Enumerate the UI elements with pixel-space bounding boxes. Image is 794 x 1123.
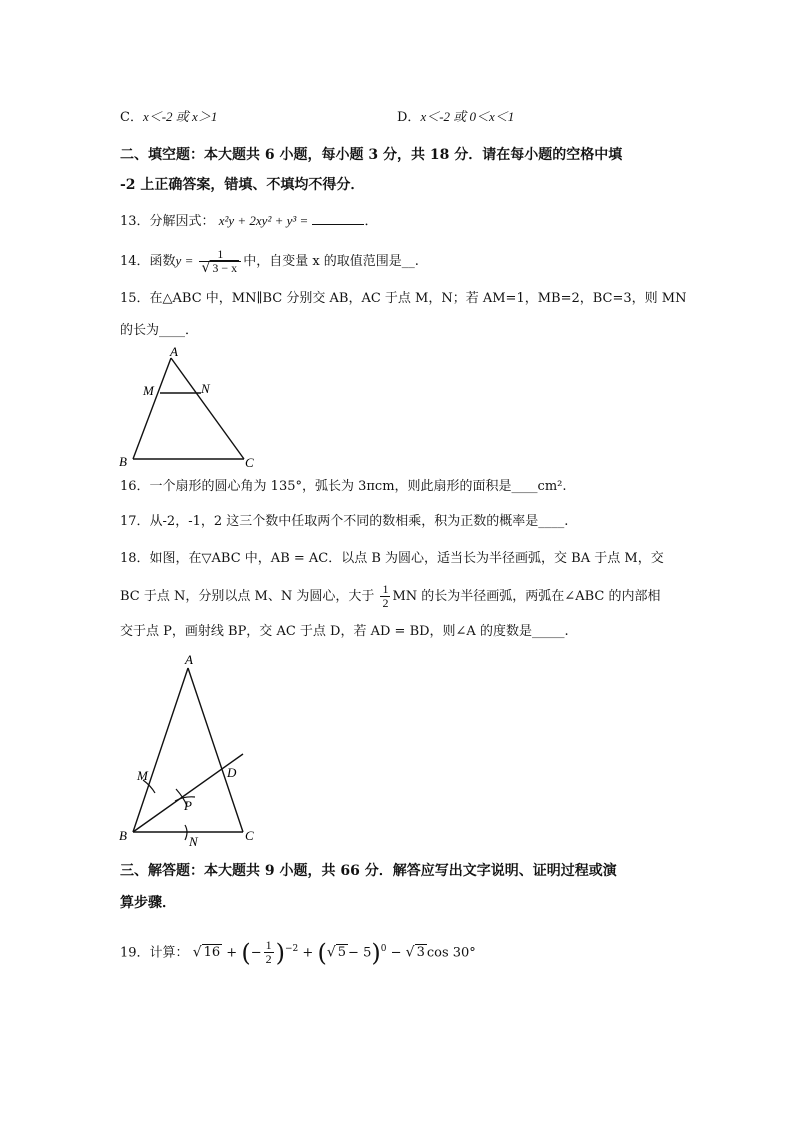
right-paren-icon: ) xyxy=(371,938,381,967)
section3-heading-line1: 三、解答题：本大题共 9 小题，共 66 分．解答应写出文字说明、证明过程或演 xyxy=(120,863,617,879)
side-ab xyxy=(133,668,188,832)
q14-fraction-numerator: 1 xyxy=(217,247,224,261)
q18-fraction-half xyxy=(380,583,390,610)
q13-answer-blank[interactable] xyxy=(312,212,364,225)
q13-prefix: 13．分解因式： xyxy=(120,214,215,229)
q19-cos30: cos 30° xyxy=(426,945,476,961)
option-c xyxy=(120,108,217,127)
right-paren-icon: ) xyxy=(275,938,285,967)
label-d: D xyxy=(227,765,237,780)
option-d-text: x＜-2 或 0＜x＜1 xyxy=(420,109,515,124)
question-18-line3: 交于点 P，画射线 BP，交 AC 于点 D，若 AD = BD，则∠A 的度数是_____. xyxy=(120,624,569,639)
label-c: C xyxy=(245,828,254,843)
label-b: B xyxy=(119,828,127,843)
label-m: M xyxy=(143,383,154,398)
q14-suffix: 中，自变量 x 的取值范围是__. xyxy=(243,254,419,269)
left-paren-icon: ( xyxy=(317,938,327,967)
label-a: A xyxy=(185,652,193,667)
q18-line2-start: BC 于点 N，分别以点 M、N 为圆心，大于 xyxy=(120,589,375,604)
sqrt-icon: √ xyxy=(201,260,211,276)
side-ab xyxy=(133,358,171,459)
q18-fraction-numerator: 1 xyxy=(382,582,389,596)
q19-negative-sign: − xyxy=(250,945,262,961)
question-18-line2 xyxy=(120,582,660,612)
q19-fraction-half xyxy=(264,939,274,966)
q19-sqrt3: 3 xyxy=(416,945,425,961)
q18-fraction-denominator: 2 xyxy=(382,596,389,610)
section3-heading-line2: 算步骤． xyxy=(120,895,176,911)
label-a: A xyxy=(170,344,178,359)
q14-fraction-denominator xyxy=(199,261,241,275)
label-n: N xyxy=(189,834,198,849)
q13-suffix: ． xyxy=(364,214,378,229)
question-19 xyxy=(120,932,476,970)
q18-line2-end: MN 的长为半径画弧，两弧在∠ABC 的内部相 xyxy=(392,589,661,604)
side-ac xyxy=(171,358,244,459)
q19-exponent-0: 0 xyxy=(380,944,387,954)
option-d-label: D． xyxy=(397,110,421,125)
question-14 xyxy=(120,246,419,277)
q15-triangle-figure xyxy=(112,340,272,472)
q19-minus-5: − 5 xyxy=(348,945,372,961)
sqrt-icon: √ xyxy=(192,944,202,961)
section2-heading-line2: -2 上正确答案，错填、不填均不得分． xyxy=(120,177,365,193)
label-c: C xyxy=(245,455,254,470)
q19-fraction-denominator: 2 xyxy=(265,952,272,967)
side-ac xyxy=(188,668,243,832)
left-paren-icon: ( xyxy=(241,938,251,967)
q19-plus-2: + xyxy=(302,945,314,961)
q14-fraction xyxy=(199,248,241,275)
q14-radicand: 3 − x xyxy=(212,261,238,275)
question-15-line1: 15．在△ABC 中，MN∥BC 分别交 AB，AC 于点 M，N；若 AM=1，MB=2，BC=3，则 MN xyxy=(120,291,687,306)
q19-prefix: 19．计算： xyxy=(120,945,189,961)
question-13 xyxy=(120,212,377,231)
label-p: P xyxy=(184,798,192,813)
question-16: 16．一个扇形的圆心角为 135°，弧长为 3πcm，则此扇形的面积是____cm². xyxy=(120,479,567,494)
q18-triangle-figure xyxy=(112,648,272,850)
question-18-line1: 18．如图，在▽ABC 中，AB = AC．以点 B 为圆心，适当长为半径画弧，交 BA 于点 M，交 xyxy=(120,551,664,566)
option-d xyxy=(397,108,514,127)
label-m: M xyxy=(137,768,148,783)
option-c-label: C． xyxy=(120,110,143,125)
q19-fraction-numerator: 1 xyxy=(265,938,272,953)
sqrt-icon: √ xyxy=(405,944,415,961)
q19-sqrt16: 16 xyxy=(203,945,221,961)
question-17: 17．从-2，-1，2 这三个数中任取两个不同的数相乘，积为正数的概率是____. xyxy=(120,514,569,529)
option-c-text: x＜-2 或 x＞1 xyxy=(142,109,218,124)
q14-prefix: 14．函数 xyxy=(120,254,176,269)
q14-function-lhs: y = xyxy=(175,253,194,268)
question-15-line2: 的长为____． xyxy=(120,323,199,338)
q19-plus-1: + xyxy=(226,945,238,961)
label-b: B xyxy=(119,454,127,469)
q19-exponent-neg2: −2 xyxy=(285,944,299,954)
q19-minus-2: − xyxy=(390,945,402,961)
sqrt-icon: √ xyxy=(326,944,336,961)
q19-sqrt5: 5 xyxy=(337,945,347,961)
q13-expression: x²y + 2xy² + y³ = xyxy=(218,213,309,228)
section2-heading-line1: 二、填空题：本大题共 6 小题，每小题 3 分，共 18 分．请在每小题的空格中填 xyxy=(120,147,623,163)
label-n: N xyxy=(201,381,210,396)
